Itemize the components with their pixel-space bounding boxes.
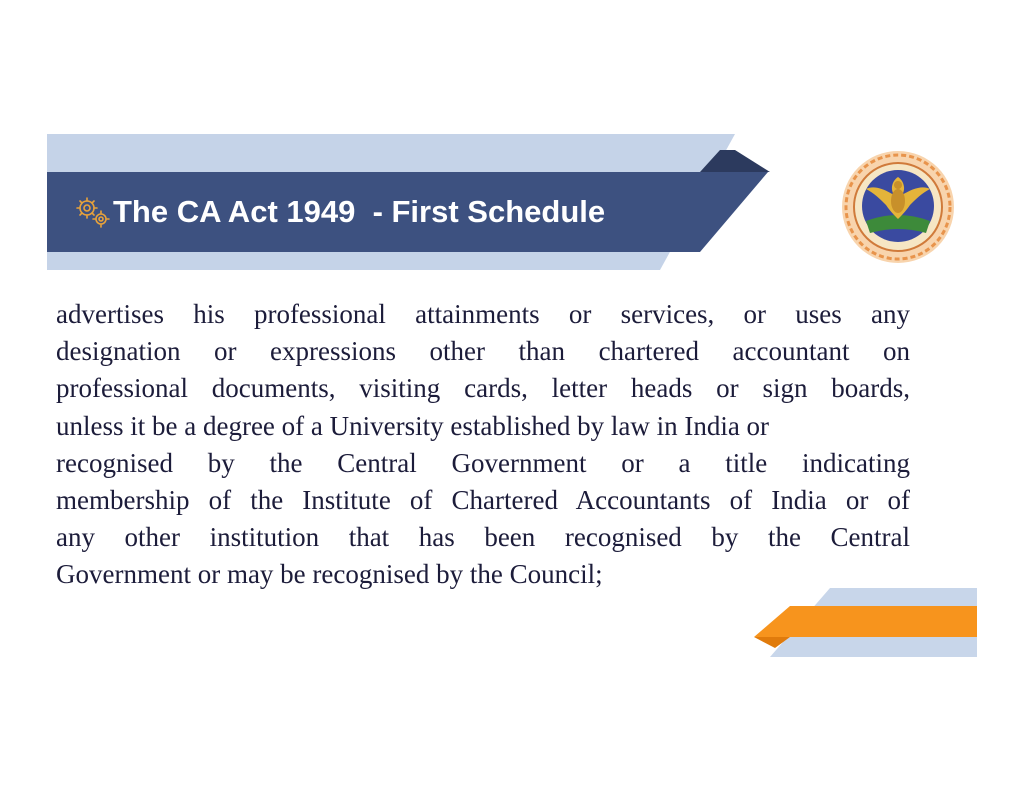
body-paragraph bbox=[56, 296, 910, 594]
body-line: recognised by the Central Government or a title indicating bbox=[56, 447, 910, 478]
body-line: advertises his professional attainments or services, or uses any bbox=[56, 299, 910, 329]
body-line: membership of the Institute of Chartered Accountants of India or of bbox=[56, 484, 910, 515]
body-line: Government or may be recognised by the Council; bbox=[56, 559, 603, 590]
icai-emblem-logo bbox=[836, 149, 960, 265]
body-line: professional documents, visiting cards, letter heads or sign boards, bbox=[56, 373, 910, 404]
body-line: any other institution that has been recognised by the Central bbox=[56, 522, 910, 553]
body-line: unless it be a degree of a University established by law in India or bbox=[56, 410, 770, 441]
slide-title bbox=[74, 190, 605, 234]
body-line: designation or expressions other than chartered accountant on bbox=[56, 336, 910, 367]
slide-title-text: The CA Act 1949 - First Schedule bbox=[113, 194, 606, 229]
gears-icon bbox=[74, 195, 112, 229]
